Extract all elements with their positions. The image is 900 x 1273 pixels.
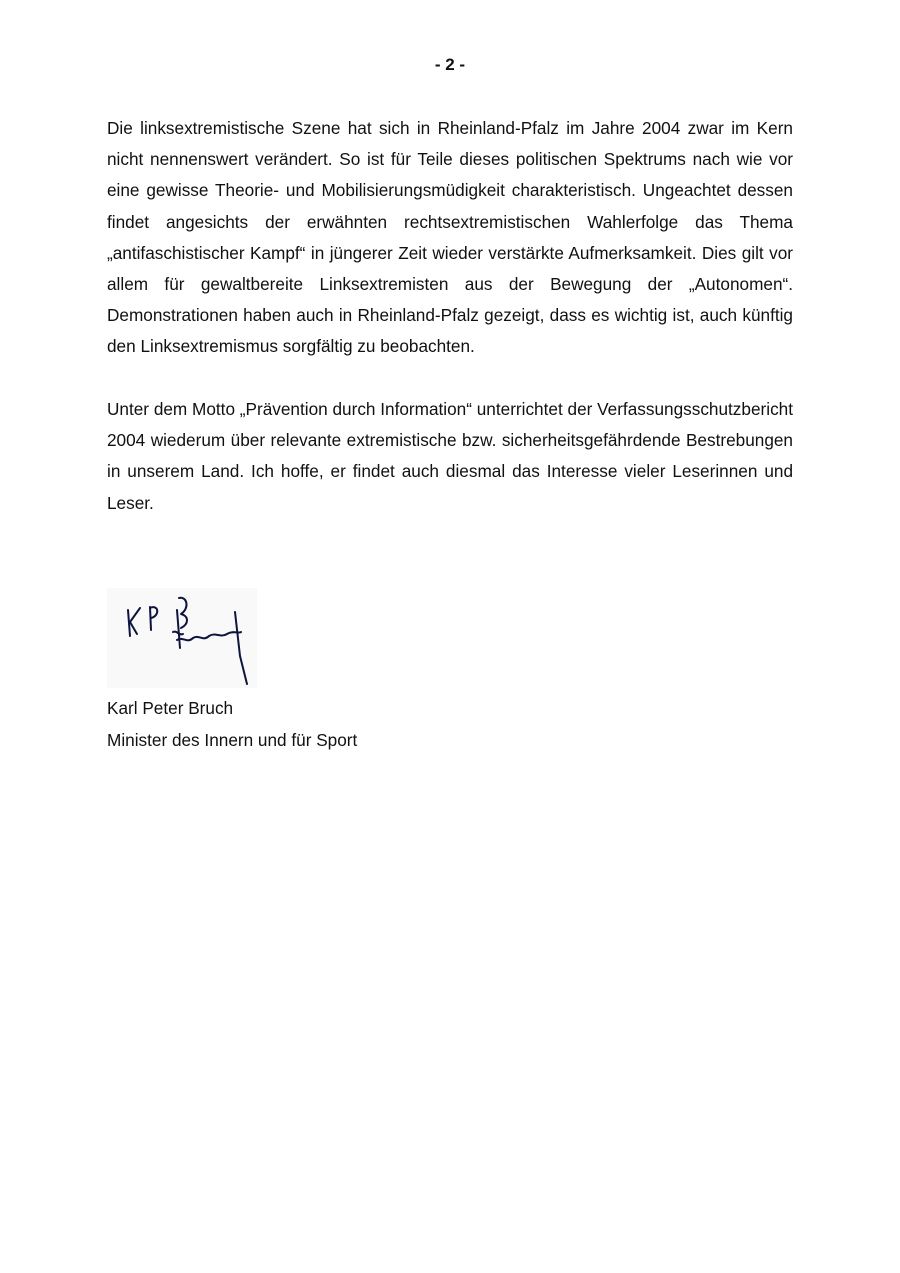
page-number: - 2 -	[434, 55, 466, 74]
signer-name: Karl Peter Bruch	[107, 698, 234, 718]
signer-title: Minister des Innern und für Sport	[107, 730, 358, 750]
signature-image	[107, 588, 257, 688]
paragraph-block-2	[107, 394, 793, 519]
handwritten-signature-icon	[107, 588, 257, 688]
body-paragraph: Die linksextremistische Szene hat sich in Rheinland-Pfalz im Jahre 2004 zwar im Kern nicht nennenswert verändert. So ist für Teile dieses politischen Spektrums nach wie vor eine gewisse Theorie- und Mobilisierungsmüdigkeit charakteristisch. Ungeachtet dessen findet angesichts der erwähnten rechtsextremistischen Wahlerfolge das Thema „antifaschistischer Kampf“ in jüngerer Zeit wieder verstärkte Aufmerksamkeit. Dies gilt vor allem für gewaltbereite Linksextremisten aus der Bewegung der „Autonomen“. Demonstrationen haben auch in Rheinland-Pfalz gezeigt, dass es wichtig ist, auch künftig den Linksextremismus sorgfältig zu beobachten.	[107, 118, 793, 357]
paragraph-block-1	[107, 113, 793, 363]
body-paragraph: Unter dem Motto „Prävention durch Information“ unterrichtet der Verfassungsschutzbericht 2004 wiederum über relevante extremistische bzw. sicherheitsgefährdende Bestrebungen in unserem Land. Ich hoffe, er findet auch diesmal das Interesse vieler Leserinnen und Leser.	[107, 399, 793, 513]
